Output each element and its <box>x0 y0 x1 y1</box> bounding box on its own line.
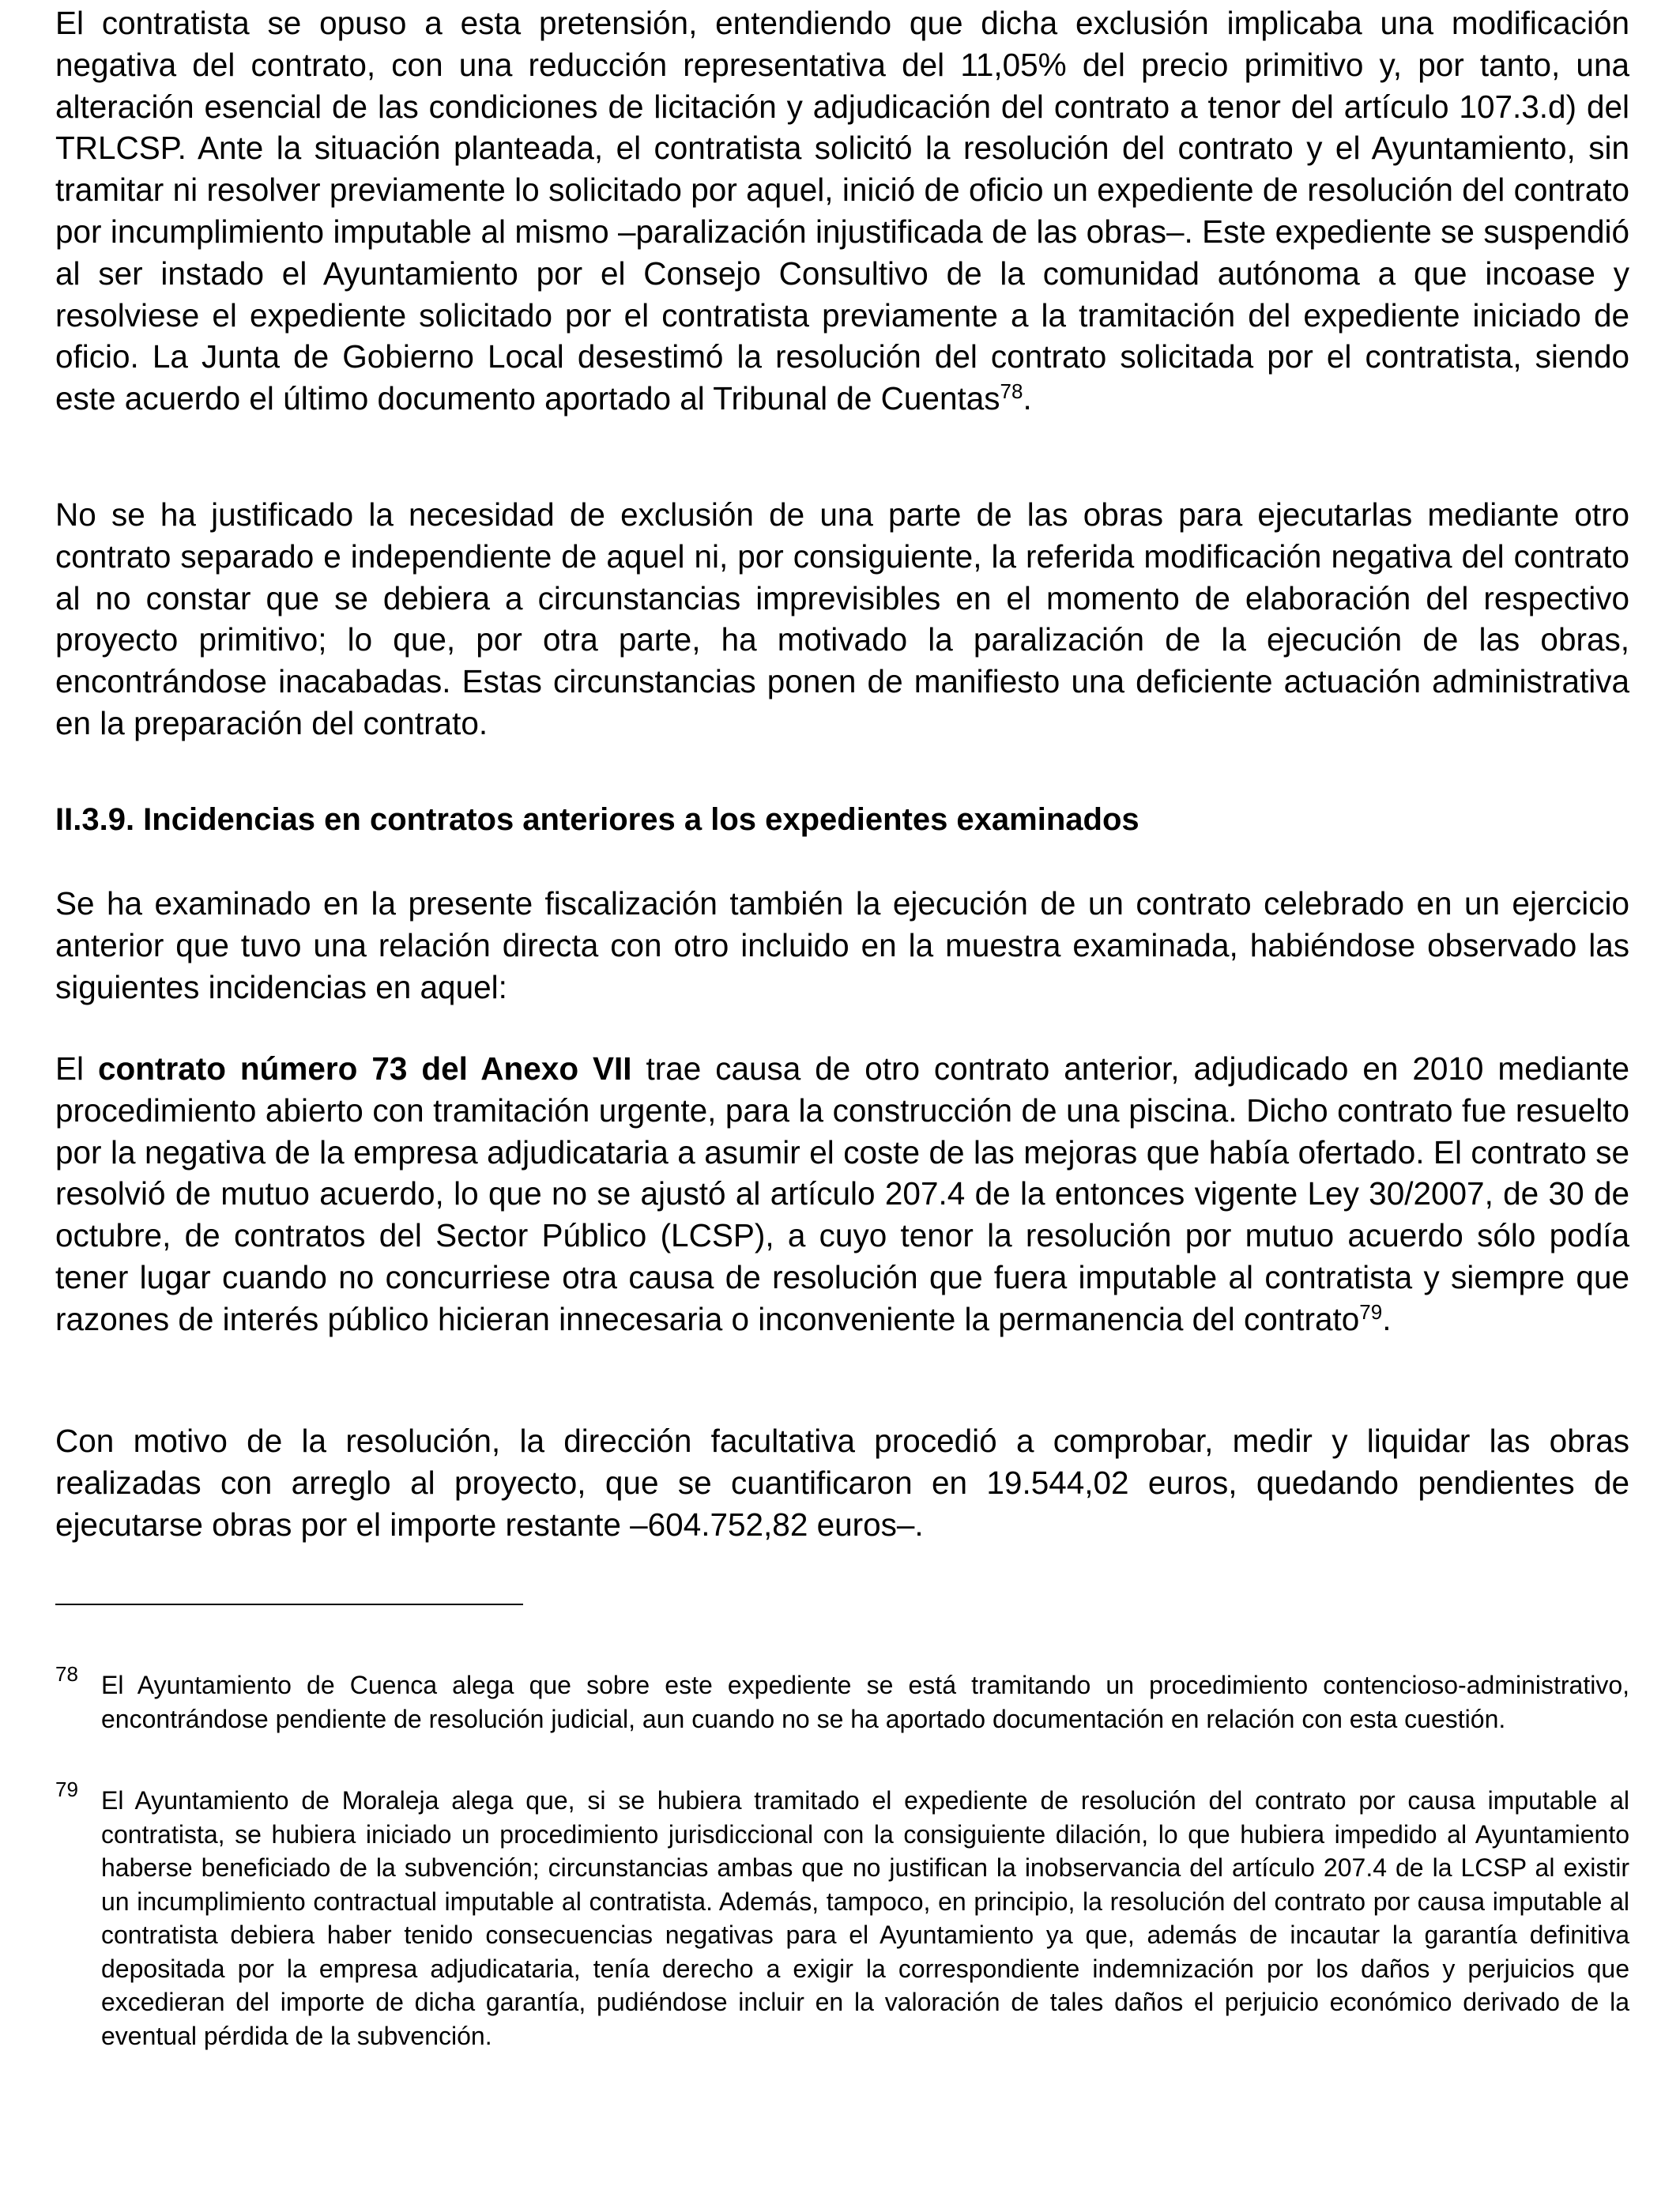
footnote-78 <box>55 1662 1629 1736</box>
paragraph-lead: El <box>55 1050 98 1087</box>
paragraph-unjustified-exclusion <box>55 494 1629 745</box>
paragraph-examination-scope <box>55 883 1629 1008</box>
paragraph-text: Con motivo de la resolución, la dirección facultativa procedió a comprobar, medir y liquidar las obras realizadas con arreglo al proyecto, que se cuantificaron en 19.544,02 euros, quedando pendientes de ejecutarse obras por el importe restante –604.752,82 euros–. <box>55 1423 1629 1543</box>
footnote-79 <box>55 1777 1629 2053</box>
footnote-number: 79 <box>55 1777 78 1801</box>
paragraph-liquidation <box>55 1420 1629 1545</box>
footnote-number: 78 <box>55 1662 78 1686</box>
paragraph-text: No se ha justificado la necesidad de exclusión de una parte de las obras para ejecutarlas mediante otro contrato separado e independiente de aquel ni, por consiguiente, la referida modificación negativa del contrato al no constar que se debiera a circunstancias imprevisibles en el momento de elaboración del respectivo proyecto primitivo; lo que, por otra parte, ha motivado la paralización de la ejecución de las obras, encontrándose inacabadas. Estas circunstancias ponen de manifiesto una deficiente actuación administrativa en la preparación del contrato. <box>55 496 1629 741</box>
paragraph-end-punctuation: . <box>1023 380 1032 417</box>
footnote-reference-79[interactable]: 79 <box>1359 1299 1383 1324</box>
paragraph-end-punctuation: . <box>1382 1300 1392 1337</box>
contract-reference-bold: contrato número 73 del Anexo VII <box>97 1050 632 1087</box>
paragraph-text: El contratista se opuso a esta pretensión, entendiendo que dicha exclusión implicaba una modificación negativa del contrato, con una reducción representativa del 11,05% del precio primitivo y, por tanto, una alteración esencial de las condiciones de licitación y adjudicación del contrato a tenor del artículo 107.3.d) del TRLCSP. Ante la situación planteada, el contratista solicitó la resolución del contrato y el Ayuntamiento, sin tramitar ni resolver previamente lo solicitado por aquel, inició de oficio un expediente de resolución del contrato por incumplimiento imputable al mismo –paralización injustificada de las obras–. Este expediente se suspendió al ser instado el Ayuntamiento por el Consejo Consultivo de la comunidad autónoma a que incoase y resolviese el expediente solicitado por el contratista previamente a la tramitación del expediente iniciado de oficio. La Junta de Gobierno Local desestimó la resolución del contrato solicitada por el contratista, siendo este acuerdo el último documento aportado al Tribunal de Cuentas <box>55 5 1629 417</box>
paragraph-contract-73 <box>55 1048 1629 1340</box>
footnote-text: El Ayuntamiento de Moraleja alega que, si se hubiera tramitado el expediente de resolución del contrato por causa imputable al contratista, se hubiera iniciado un procedimiento jurisdiccional con la consiguiente dilación, lo que hubiera impedido al Ayuntamiento haberse beneficiado de la subvención; circunstancias ambas que no justifican la inobservancia del artículo 207.4 de la LCSP al existir un incumplimiento contractual imputable al contratista. Además, tampoco, en principio, la resolución del contrato por causa imputable al contratista debiera haber tenido consecuencias negativas para el Ayuntamiento ya que, además de incautar la garantía definitiva depositada por la empresa adjudicataria, tenía derecho a exigir la correspondiente indemnización por los daños y perjuicios que excedieran del importe de dicha garantía, pudiéndose incluir en la valoración de tales daños el perjuicio económico derivado de la eventual pérdida de la subvención. <box>101 1786 1629 2050</box>
footnote-separator <box>55 1604 523 1605</box>
paragraph-contractor-opposition <box>55 2 1629 420</box>
section-heading-ii-3-9: II.3.9. Incidencias en contratos anteriores a los expedientes examinados <box>55 802 1139 837</box>
paragraph-text: Se ha examinado en la presente fiscalización también la ejecución de un contrato celebrado en un ejercicio anterior que tuvo una relación directa con otro incluido en la muestra examinada, habiéndose observado las siguientes incidencias en aquel: <box>55 885 1629 1005</box>
paragraph-text: trae causa de otro contrato anterior, adjudicado en 2010 mediante procedimiento abierto con tramitación urgente, para la construcción de una piscina. Dicho contrato fue resuelto por la negativa de la empresa adjudicataria a asumir el coste de las mejoras que había ofertado. El contrato se resolvió de mutuo acuerdo, lo que no se ajustó al artículo 207.4 de la entonces vigente Ley 30/2007, de 30 de octubre, de contratos del Sector Público (LCSP), a cuyo tenor la resolución por mutuo acuerdo sólo podía tener lugar cuando no concurriese otra causa de resolución que fuera imputable al contratista y siempre que razones de interés público hicieran innecesaria o inconveniente la permanencia del contrato <box>55 1050 1629 1337</box>
footnote-text: El Ayuntamiento de Cuenca alega que sobre este expediente se está tramitando un procedimiento contencioso-administrativo, encontrándose pendiente de resolución judicial, aun cuando no se ha aportado documentación en relación con esta cuestión. <box>101 1671 1629 1733</box>
footnote-reference-78[interactable]: 78 <box>1000 379 1023 404</box>
